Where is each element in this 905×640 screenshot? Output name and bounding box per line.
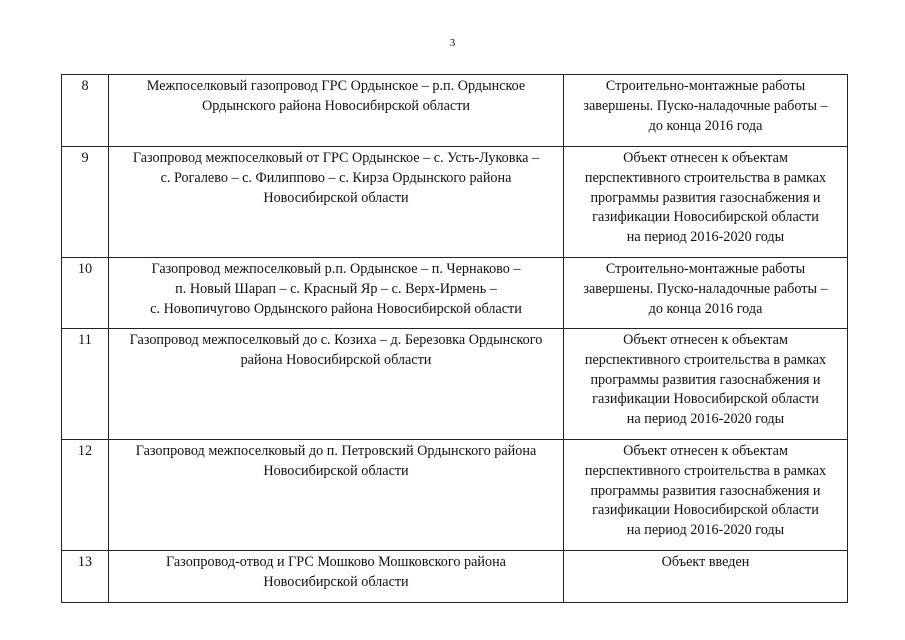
object-name: Газопровод-отвод и ГРС Мошково Мошковского района Новосибирской области bbox=[109, 551, 564, 603]
object-status: Объект отнесен к объектам перспективного строительства в рамках программы развития газоснабжения и газификации Новосибирской области на период 2016-2020 годы bbox=[564, 147, 848, 258]
object-name: Газопровод межпоселковый до п. Петровский Ордынского района Новосибирской области bbox=[109, 440, 564, 551]
table-row bbox=[62, 147, 848, 258]
row-number: 11 bbox=[62, 329, 109, 440]
object-status: Строительно-монтажные работы завершены. Пуско-наладочные работы – до конца 2016 года bbox=[564, 258, 848, 329]
object-status: Объект введен bbox=[564, 551, 848, 603]
object-name: Газопровод межпоселковый р.п. Ордынское – п. Чернаково – п. Новый Шарап – с. Красный Яр – с. Верх-Ирмень – с. Новопичугово Ордынского района Новосибирской области bbox=[109, 258, 564, 329]
object-status: Объект отнесен к объектам перспективного строительства в рамках программы развития газоснабжения и газификации Новосибирской области на период 2016-2020 годы bbox=[564, 440, 848, 551]
row-number: 13 bbox=[62, 551, 109, 603]
table-row bbox=[62, 258, 848, 329]
row-number: 8 bbox=[62, 75, 109, 147]
object-name: Газопровод межпоселковый от ГРС Ордынское – с. Усть-Луковка – с. Рогалево – с. Филиппово – с. Кирза Ордынского района Новосибирской области bbox=[109, 147, 564, 258]
object-status: Объект отнесен к объектам перспективного строительства в рамках программы развития газоснабжения и газификации Новосибирской области на период 2016-2020 годы bbox=[564, 329, 848, 440]
object-name: Газопровод межпоселковый до с. Козиха – д. Березовка Ордынского района Новосибирской области bbox=[109, 329, 564, 440]
row-number: 9 bbox=[62, 147, 109, 258]
table-row bbox=[62, 75, 848, 147]
object-name: Межпоселковый газопровод ГРС Ордынское – р.п. Ордынское Ордынского района Новосибирской области bbox=[109, 75, 564, 147]
row-number: 10 bbox=[62, 258, 109, 329]
table-row bbox=[62, 551, 848, 603]
table-row bbox=[62, 329, 848, 440]
gas-pipeline-table bbox=[61, 74, 848, 603]
table-row bbox=[62, 440, 848, 551]
object-status: Строительно-монтажные работы завершены. Пуско-наладочные работы – до конца 2016 года bbox=[564, 75, 848, 147]
row-number: 12 bbox=[62, 440, 109, 551]
page-number: 3 bbox=[449, 37, 456, 49]
